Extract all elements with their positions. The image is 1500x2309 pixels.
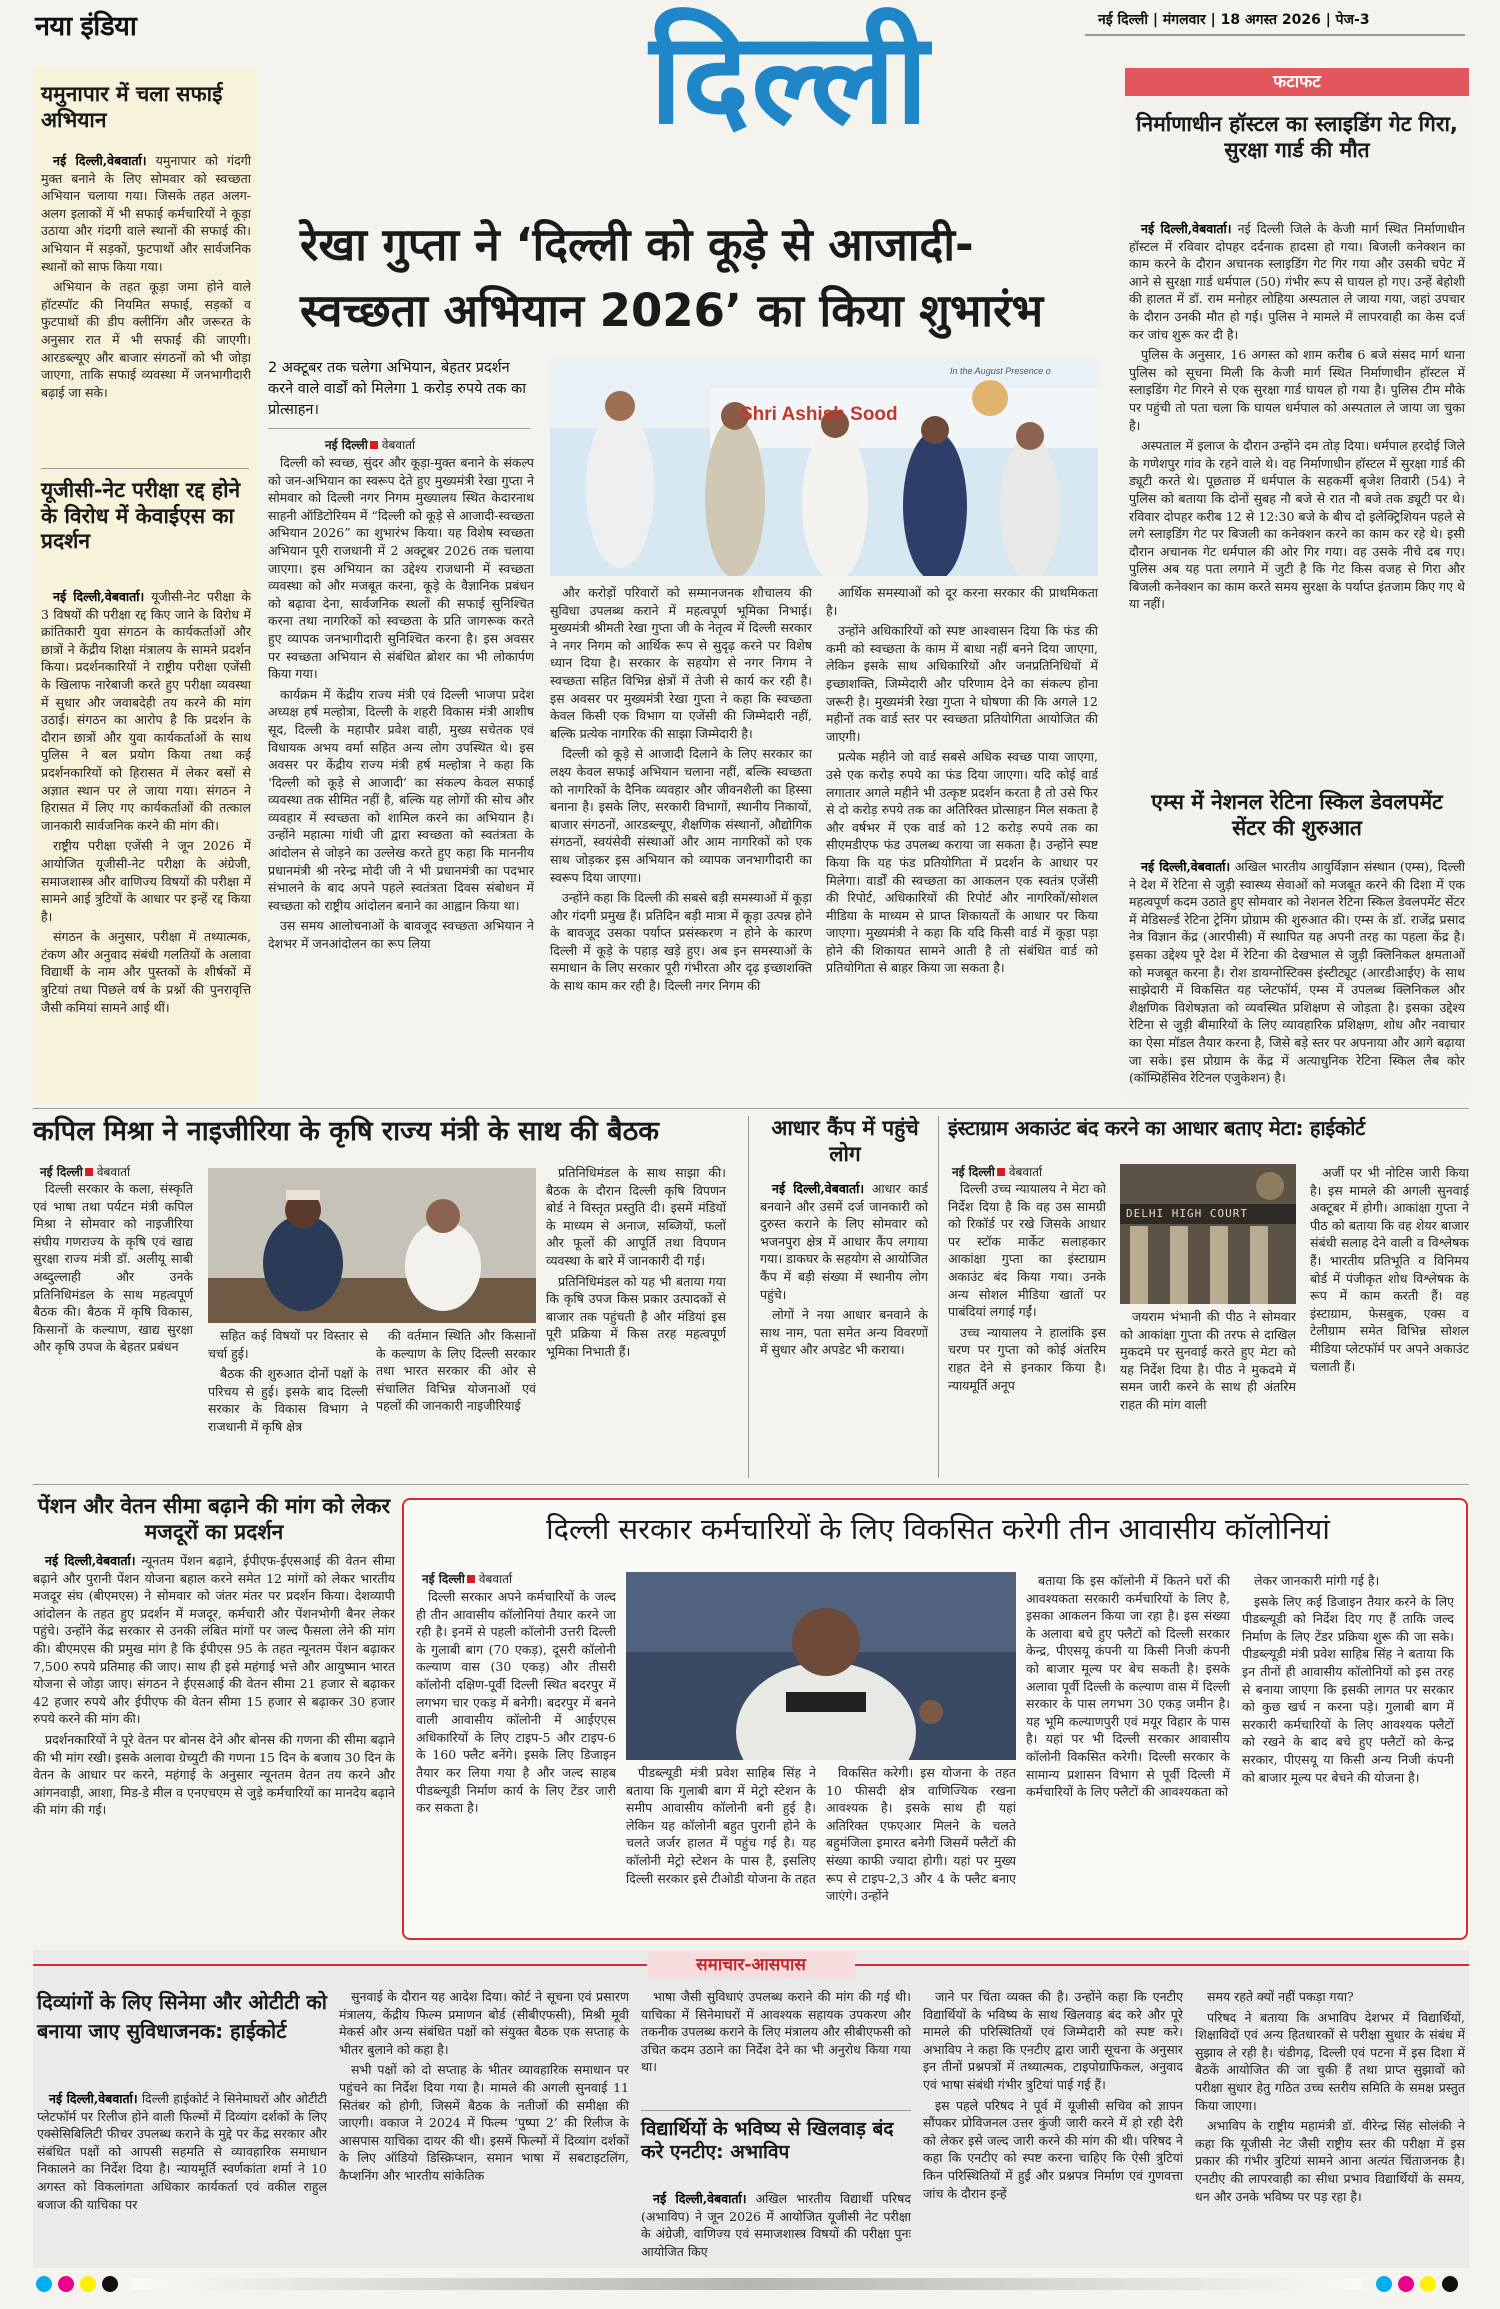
aadhaar-headline: आधार कैंप में पहुंचे लोग (771, 1116, 919, 1166)
color-swatch-icon (58, 2276, 74, 2292)
colonies-col-3: विकसित करेगी। इस योजना के तहत 10 फीसदी क्षेत्र वाणिज्यिक रखना आवश्यक है। इसके साथ ही यहां अतिरिक्त एफएआर मिलने के चलते बहुमंजिला इमारत बनेगी जिसमें फ्लैटों की संख्या काफी ज्यादा होगी। यहां पर मुख्य रूप से टाइप-2,3 और 4 के फ्लैट बनाए जाएंगे। उन्होंने (826, 1765, 1016, 1904)
story-body: नई दिल्ली,वेबवार्ता। अखिल भारतीय आयुर्विज्ञान संस्थान (एम्स), दिल्ली ने देश में रेटिना से जुड़ी स्वास्थ्य सेवाओं को मजबूत करने की दिशा में एक महत्वपूर्ण कदम उठाते हुए सोमवार को नेशनल रेटिना स्किल डेवलपमेंट सेंटर में मेडिसर्ल्ड रेटिना ट्रेनिंग प्रोग्राम की शुरुआत की। एम्स के डॉ. राजेंद्र प्रसाद नेत्र विज्ञान केंद्र (आरपीसी) में स्थापित यह अपनी तरह का पहला केंद्र है। इसका उद्देश्य पूरे देश में रेटिना की देखभाल से जुड़ी क्लिनिकल क्षमताओं को मजबूत करना है। रोश डायग्नोस्टिक्स इंस्टीट्यूट (आरडीआईए) के साथ साझेदारी में विकसित यह प्लेटफॉर्म, एम्स में उपलब्ध क्लिनिकल और शैक्षणिक विशेषज्ञता को व्यवस्थित प्रशिक्षण से जोड़ता है। इसका उद्देश्य रेटिना से जुड़ी बीमारियों के लिए व्यावहारिक प्रशिक्षण, शोध और नवाचार का ऐसा मॉडल तैयार करना है, जिसे बड़े स्तर पर अपनाया और आगे बढ़ाया जा सके। इस प्रोग्राम के केंद्र में अत्याधुनिक रेटिना स्किल लैब कोर (कॉम्प्रिहेंसिव रेटिनल एजुकेशन) है। (1129, 859, 1465, 1086)
kapil-meeting-photo (208, 1168, 536, 1323)
kapil-col-3: की वर्तमान स्थिति और किसानों के कल्याण के लिए दिल्ली सरकार तथा भारत सरकार की ओर से संचालित विभिन्न योजनाओं एवं पहलों की जानकारी नाइजीरियाई (376, 1328, 536, 1414)
red-square-icon (467, 1575, 475, 1583)
aaspaas-label: समाचार-आसपास (647, 1952, 855, 1978)
kapil-headline: कपिल मिश्रा ने नाइजीरिया के कृषि राज्य मंत्री के साथ की बैठक (33, 1116, 660, 1147)
story-body: भाषा जैसी सुविधाएं उपलब्ध कराने की मांग की गई थी। याचिका में सिनेमाघरों में आवश्यक सहायक उपकरण और तकनीक उपलब्ध कराने के लिए मंत्रालय और सीबीएफसी को उचित कदम उठाने का निर्देश देने का भी अनुरोध किया गया था। (641, 1989, 911, 2075)
lead-deck: 2 अक्टूबर तक चलेगा अभियान, बेहतर प्रदर्शन करने वाले वार्डों को मिलेगा 1 करोड़ रुपये तक का प्रोत्साहन। (268, 360, 527, 418)
kapil-col-4: प्रतिनिधिमंडल के साथ साझा की। बैठक के दौरान दिल्ली कृषि विपणन बोर्ड ने विस्तृत प्रस्तुति दी। इसमें मंडियों के माध्यम से अनाज, सब्जियों, फलों और फूलों की आपूर्ति तथा विपणन व्यवस्था के बारे में जानकारी दी गई। प्रतिनिधिमंडल को यह भी बताया गया कि कृषि उपज किस प्रकार उत्पादकों से बाजार तक पहुंचती है और मंडियां इस पूरी प्रक्रिया में किस तरह महत्वपूर्ण भूमिका निभाती हैं। (546, 1165, 726, 1359)
left-column (33, 68, 257, 1103)
red-square-icon (85, 1168, 93, 1176)
pension-story (33, 1490, 395, 1950)
story-headline: विद्यार्थियों के भविष्य से खिलवाड़ बंद करे एनटीए: अभाविप (641, 2118, 894, 2164)
color-swatch-icon (102, 2276, 118, 2292)
lead-col-1: दिल्ली को स्वच्छ, सुंदर और कूड़ा-मुक्त बनाने के संकल्प को जन-अभियान का स्वरूप देते हुए मुख्यमंत्री रेखा गुप्ता ने सोमवार को दिल्ली नगर निगम मुख्यालय स्थित केदारनाथ साहनी ऑडिटोरियम में “दिल्ली को कूड़े से आजादी-स्वच्छता अभियान 2026” का शुभारंभ किया। यह विशेष स्वच्छता अभियान पूरी राजधानी में 2 अक्टूबर 2026 तक चलाया जाएगा। इस अभियान का उद्देश्य राजधानी में स्वच्छता व्यवस्था को और मजबूत करना, कूड़े के वैज्ञानिक प्रबंधन को बढ़ावा देना, सार्वजनिक स्थलों की सफाई सुनिश्चित करना तथा नागरिकों को स्वच्छता के प्रति जागरूक करते हुए व्यापक जनभागीदारी सुनिश्चित करना है। इस अवसर पर स्वच्छता अभियान से संबंधित ब्रोशर का भी लोकार्पण किया गया। कार्यक्रम में केंद्रीय राज्य मंत्री एवं दिल्ली भाजपा प्रदेश अध्यक्ष हर्ष मल्होत्रा, दिल्ली के शहरी विकास मंत्री आशीष सूद, दिल्ली के महापौर प्रवेश वाही, मुख्य सचेतक एवं विधायक अभय वर्मा सहित अन्य लोग उपस्थित थे। इस अवसर पर केंद्रीय राज्य मंत्री हर्ष मल्होत्रा ने कहा कि ‘दिल्ली को कूड़े से आजादी’ का संकल्प केवल सफाई व्यवस्था तक सीमित नहीं है, बल्कि यह लोगों की सोच और व्यवहार में स्वच्छता को शामिल करने का अभियान है। उन्होंने महात्मा गांधी जी द्वारा स्वच्छता को स्वतंत्रता के आंदोलन से जोड़ने का उल्लेख करते हुए कहा कि माननीय प्रधानमंत्री श्री नरेन्द्र मोदी जी ने भी प्रधानमंत्री का पदभार संभालने के बाद अपने पहले स्वतंत्रता दिवस संबोधन में स्वच्छता को राष्ट्रीय आंदोलन बनाने का आह्वान किया था। उस समय आलोचनाओं के बावजूद स्वच्छता अभियान ने देशभर में जनआंदोलन का रूप लिया (268, 455, 534, 952)
color-swatch-icon (1442, 2276, 1458, 2292)
minister-photo (626, 1572, 1016, 1760)
story-headline: यमुनापार में चला सफाई अभियान (41, 82, 223, 132)
kapil-col-2: सहित कई विषयों पर विस्तार से चर्चा हुई। बैठक की शुरुआत दोनों पक्षों के परिचय से हुई। इसके बाद दिल्ली सरकार के विकास विभाग ने राजधानी में कृषि क्षेत्र (208, 1328, 368, 1434)
color-swatch-icon (1420, 2276, 1436, 2292)
colonies-col-2: पीडब्ल्यूडी मंत्री प्रवेश साहिब सिंह ने बताया कि गुलाबी बाग में मेट्रो स्टेशन के समीप आवासीय कॉलोनी बनी हुई है। लेकिन यह कॉलोनी बहुत पुरानी होने के चलते जर्जर हालत में पहुंच गई है। यह कॉलोनी मेट्रो स्टेशन के पास है, इसलिए दिल्ली सरकार इसे टीओडी योजना के तहत (626, 1765, 816, 1886)
insta-col-2: जयराम भंभानी की पीठ ने सोमवार को आकांक्षा गुप्ता की तरफ से दाखिल मुकदमे पर सुनवाई करते हुए मेटा को यह निर्देश दिया है। पीठ ने मुकदमे में समन जारी करने के साथ ही अंतरिम राहत की मांग वाली (1120, 1309, 1296, 1412)
story-body: नई दिल्ली,वेबवार्ता। न्यूनतम पेंशन बढ़ाने, ईपीएफ-ईएसआई की वेतन सीमा बढ़ाने और पुरानी पेंशन योजना बहाल करने समेत 12 मांगों को लेकर भारतीय मजदूर संघ (बीएमएस) ने सोमवार को जंतर मंतर पर प्रदर्शन किया। देशव्यापी आंदोलन के तहत हुए प्रदर्शन में मजदूर, कर्मचारी और पेंशनभोगी बैनर लेकर पहुंचे। उन्होंने केंद्र सरकार से उनकी लंबित मांगों पर जल्द फैसला लेने की मांग की। बीएमएस की प्रमुख मांग है कि ईपीएस 95 के तहत न्यूनतम पेंशन बढ़ाकर 7,500 रुपये प्रतिमाह की जाए। साथ ही इसे महंगाई भत्ते और आयुष्मान भारत योजना से जोड़ा जाए। संगठन ने ईएसआई की वेतन सीमा 21 हजार से बढ़ाकर 42 हजार रुपये और ईपीएफ की वेतन सीमा 15 हजार से बढ़ाकर 30 हजार रुपये करने की मांग की। प्रदर्शनकारियों ने पूरे वेतन पर बोनस देने और बोनस की गणना की सीमा बढ़ाने की भी मांग रखी। इसके अलावा ग्रेच्युटी की गणना 15 दिन के बजाय 30 दिन के वेतन के आधार पर करने, महंगाई के अनुसार न्यूनतम वेतन तय करने और आंगनवाड़ी, आशा, मिड-डे मील व एनएचएम से जुड़े कर्मचारियों का मानदेय बढ़ाने की मांग की गई। (33, 1553, 395, 1818)
section-title: दिल्ली (649, 5, 931, 152)
story-body: सुनवाई के दौरान यह आदेश दिया। कोर्ट ने सूचना एवं प्रसारण मंत्रालय, केंद्रीय फिल्म प्रमाणन बोर्ड (सीबीएफसी), मिश्री मूवी मेकर्स और अन्य संबंधित पक्षों को संयुक्त बैठक एक सप्ताह के भीतर बुलाने को कहा है। सभी पक्षों को दो सप्ताह के भीतर व्यावहारिक समाधान पर पहुंचने का निर्देश दिया गया है। मामले की अगली सुनवाई 11 सितंबर को होगी, जिसमें बैठक के नतीजों की समीक्षा की जाएगी। वकाज ने 2024 में फिल्म ‘पुष्पा 2’ की रिलीज के आसपास याचिका दायर की थी। इसमें फिल्मों में दिव्यांग दर्शकों के लिए ऑडियो डिस्क्रिप्शन, समान भाषा में सबटाइटलिंग, कैप्शनिंग और भारतीय सांकेतिक (339, 1989, 629, 2183)
red-square-icon (370, 441, 378, 449)
lead-col-3: आर्थिक समस्याओं को दूर करना सरकार की प्राथमिकता है। उन्होंने अधिकारियों को स्पष्ट आश्वासन दिया कि फंड की कमी को स्वच्छता के काम में बाधा नहीं बनने दिया जाएगा, लेकिन इसके साथ अधिकारियों और जनप्रतिनिधियों में इच्छाशक्ति, जिम्मेदारी और परिणाम देने का संकल्प होना जरूरी है। मुख्यमंत्री रेखा गुप्ता ने घोषणा की कि अगले 12 महीनों तक वार्ड स्तर पर स्वच्छता प्रतियोगिता आयोजित की जाएगी। प्रत्येक महीने जो वार्ड सबसे अधिक स्वच्छ पाया जाएगा, उसे एक करोड़ रुपये का फंड दिया जाएगा। यदि कोई वार्ड लगातार अगले महीने भी उत्कृष्ट प्रदर्शन करता है तो उसे फिर से दो करोड़ रुपये तक का अतिरिक्त प्रोत्साहन मिल सकता है और वर्षभर में एक वार्ड को 12 करोड़ रुपये तक का सीएमडीएफ फंड उपलब्ध कराया जा सकता है। उन्होंने स्पष्ट किया कि यह फंड प्रतियोगिता में प्रदर्शन के आधार पर मिलेगा। वार्डों की स्वच्छता का आकलन एक स्वतंत्र एजेंसी की रिपोर्ट, अधिकारियों की रिपोर्ट और नागरिकों/सोशल मीडिया के माध्यम से प्राप्त शिकायतों के आधार पर किया जाएगा। मुख्यमंत्री ने कहा कि यदि किसी वार्ड में कूड़ा पड़ा होने की शिकायत सामने आती है तो संबंधित वार्ड को प्रतियोगिता से बाहर किया जा सकता है। (826, 585, 1098, 976)
story-headline: एम्स में नेशनल रेटिना स्किल डेवलपमेंट सेंटर की शुरुआत (1151, 790, 1443, 840)
story-body: नई दिल्ली,वेबवार्ता। यमुनापार को गंदगी मुक्त बनाने के लिए सोमवार को स्वच्छता अभियान चलाया गया। जिसके तहत अलग-अलग इलाकों में भी सफाई कर्मचारियों ने कूड़ा उठाया और गंदगी वाले स्थानों की सफाई की। अभियान में सड़कों, फुटपाथों और सार्वजनिक स्थानों को साफ किया गया। अभियान के तहत कूड़ा जमा होने वाले हॉटस्पॉट की नियमित सफाई, सड़कों व फुटपाथों की डीप क्लीनिंग और जरूरत के अनुसार रात में भी सफाई की जाएगी। आरडब्ल्यूए और बाजार संगठनों को भी जोड़ा जाएगा, ताकि सफाई व्यवस्था में जनभागीदारी बढ़ाई जा सके। (41, 153, 251, 400)
aadhaar-body: नई दिल्ली,वेबवार्ता। आधार कार्ड बनवाने और उसमें दर्ज जानकारी को दुरुस्त कराने के लिए सोमवार को भजनपुरा क्षेत्र में आधार कैंप लगाया गया। डाकघर के सहयोग से आयोजित कैंप में बड़ी संख्या में स्थानीय लोग पहुंचे। लोगों ने नया आधार बनवाने के साथ नाम, पता समेत अन्य विवरणों में सुधार और अपडेट भी कराया। (760, 1181, 928, 1358)
event-photo-illustration (550, 358, 1098, 576)
color-swatch-icon (1376, 2276, 1392, 2292)
lead-photo (550, 358, 1098, 576)
story-headline: निर्माणाधीन हॉस्टल का स्लाइडिंग गेट गिरा, सुरक्षा गार्ड की मौत (1136, 112, 1458, 162)
lead-headline: रेखा गुप्ता ने ‘दिल्ली को कूड़े से आजादी- स्वच्छता अभियान 2026’ का किया शुभारंभ (300, 218, 1044, 337)
lead-col-2: और करोड़ों परिवारों को सम्मानजनक शौचालय की सुविधा उपलब्ध कराने में महत्वपूर्ण भूमिका निभाई। मुख्यमंत्री श्रीमती रेखा गुप्ता जी के नेतृत्व में दिल्ली सरकार ने नगर निगम को आर्थिक रूप से सुदृढ़ करने पर विशेष ध्यान दिया है। सरकार के सहयोग से नगर निगम ने स्वच्छता सहित विभिन्न क्षेत्रों में तेजी से कार्य कर रही है। इस अवसर पर मुख्यमंत्री रेखा गुप्ता ने कहा कि स्वच्छता केवल किसी एक विभाग या एजेंसी की जिम्मेदारी नहीं, बल्कि प्रत्येक नागरिक की साझा जिम्मेदारी है। दिल्ली को कूड़े से आजादी दिलाने के लिए सरकार का लक्ष्य केवल सफाई अभियान चलाना नहीं, बल्कि स्वच्छता को नागरिकों के दैनिक व्यवहार और जीवनशैली का हिस्सा बनाना है। इसके लिए, सरकारी विभागों, स्थानीय निकायों, बाजार संगठनों, आरडब्ल्यूए, शैक्षणिक संस्थानों, औद्योगिक संगठनों, स्वयंसेवी संस्थाओं और आम नागरिकों को एक साथ जोड़कर इस अभियान को व्यापक जनभागीदारी का स्वरूप दिया जाएगा। उन्होंने कहा कि दिल्ली की सबसे बड़ी समस्याओं में कूड़ा और गंदगी प्रमुख हैं। प्रतिदिन बड़ी मात्रा में कूड़ा उत्पन्न होने के बावजूद उसका पर्याप्त प्रसंस्करण न होने के कारण दिल्ली में कूड़े के पहाड़ खड़े हुए। अब इन समस्याओं के समाधान के लिए सरकार पूरी गंभीरता और दृढ़ इच्छाशक्ति के साथ काम कर रही है। दिल्ली नगर निगम की (550, 585, 812, 994)
photo-banner-sub: In the August Presence o (950, 366, 1051, 376)
insta-byline: नई दिल्ली वेबवार्ता (952, 1165, 1043, 1179)
court-sign-text: DELHI HIGH COURT (1126, 1207, 1248, 1220)
color-swatch-icon (80, 2276, 96, 2292)
story-body: जाने पर चिंता व्यक्त की है। उन्होंने कहा कि एनटीए विद्यार्थियों के भविष्य के साथ खिलवाड़ बंद करे और पूरे मामले की परिस्थितियों एवं जिम्मेदारी को स्पष्ट करे। अभाविप ने कहा कि एनटीए द्वारा जारी सूचना के अनुसार इन तीनों प्रश्नपत्रों में तथ्यात्मक, टाइपोग्राफिकल, अनुवाद एवं भाषा संबंधी गंभीर त्रुटियां पाई गई हैं। इस पहले परिषद ने पूर्व में यूजीसी सचिव को ज्ञापन सौंपकर प्रोविजनल उत्तर कुंजी जारी करने में हो रही देरी को लेकर इसे जल्द जारी करने की मांग की थी। परिषद ने कहा कि एनटीए को स्पष्ट करना चाहिए कि ऐसी त्रुटियां किन परिस्थितियों में हुईं और प्रश्नपत्र निर्माण एवं गुणवत्ता जांच के दौरान इन्हें (923, 1989, 1183, 2201)
photo-banner-text: Shri Ashish Sood (740, 404, 898, 425)
story-body: नई दिल्ली,वेबवार्ता। अखिल भारतीय विद्यार्थी परिषद (अभाविप) ने जून 2026 में आयोजित यूजीसी नेट परीक्षा के अंग्रेजी, वाणिज्य एवं समाजशास्त्र विषयों की परीक्षा पुनः आयोजित किए (641, 2191, 911, 2259)
registration-gradient (132, 2278, 1362, 2290)
story-headline: पेंशन और वेतन सीमा बढ़ाने की मांग को लेकर मजदूरों का प्रदर्शन (37, 1494, 391, 1544)
kapil-col-1: दिल्ली सरकार के कला, संस्कृति एवं भाषा तथा पर्यटन मंत्री कपिल मिश्रा ने सोमवार को नाइजीरिया संघीय गणराज्य के कृषि एवं खाद्य सुरक्षा राज्य मंत्री डॉ. अलीयू साबी अब्दुल्लाही और उनके प्रतिनिधिमंडल के साथ महत्वपूर्ण बैठक की। बैठक में कृषि विकास, किसानों के कल्याण, खाद्य सुरक्षा और कृषि उपज के बेहतर प्रबंधन (33, 1181, 193, 1355)
lead-byline: नई दिल्ली वेबवार्ता (325, 438, 416, 452)
story-body: समय रहते क्यों नहीं पकड़ा गया? परिषद ने बताया कि अभाविप देशभर में विद्यार्थियों, शिक्षाविदों एवं अन्य हितधारकों से परीक्षा सुधार के संबंध में सुझाव ले रही है। चंडीगढ़, दिल्ली एवं पटना में इस दिशा में बैठकें आयोजित की जा चुकी हैं तथा प्राप्त सुझावों को परीक्षा सुधार हेतु गठित उच्च स्तरीय समिति के समक्ष प्रस्तुत किया जाएगा। अभाविप के राष्ट्रीय महामंत्री डॉ. वीरेन्द्र सिंह सोलंकी ने कहा कि यूजीसी नेट जैसी राष्ट्रीय स्तर की परीक्षा में इस प्रकार की गंभीर त्रुटियां सामने आना अत्यंत चिंताजनक है। एनटीए की लापरवाही का सीधा प्रभाव विद्यार्थियों के समय, धन और उनके भविष्य पर पड़ रहा है। (1195, 1989, 1465, 2204)
colonies-box (402, 1498, 1468, 1940)
insta-col-3: अर्जी पर भी नोटिस जारी किया है। इस मामले की अगली सुनवाई अक्टूबर में होगी। आकांक्षा गुप्ता ने पीठ को बताया कि वह शेयर बाजार संबंधी सलाह देने वाली व विश्लेषक हैं। भारतीय प्रतिभूति व विनिमय बोर्ड में पंजीकृत शोध विश्लेषक के रूप में काम करती हैं। वह इंस्टाग्राम, फेसबुक, एक्स व टेलीग्राम समेत विभिन्न सोशल मीडिया प्लेटफॉर्म पर अपने अकाउंट चलाती हैं। (1310, 1165, 1469, 1374)
insta-headline: इंस्टाग्राम अकाउंट बंद करने का आधार बताए मेटा: हाईकोर्ट (948, 1116, 1365, 1140)
colonies-col-5: लेकर जानकारी मांगी गई है। इसके लिए कई डिजाइन तैयार करने के लिए पीडब्ल्यूडी को निर्देश दिए गए हैं ताकि जल्द निर्माण के लिए टेंडर प्रक्रिया शुरू की जा सके। पीडब्ल्यूडी मंत्री प्रवेश साहिब सिंह ने बताया कि इन तीनों ही आवासीय कॉलोनियों को इस तरह से बनाया जाएगा कि इसकी लागत पर सरकार को कुछ खर्च न करना पड़े। गुलाबी बाग में सरकारी कर्मचारियों के लिए आवश्यक फ्लैटों को रखने के बाद बचे हुए फ्लैटों को केन्द्र सरकार, पीएसयू या किसी अन्य निजी कंपनी को बाजार मूल्य पर बेचने की योजना है। (1242, 1573, 1454, 1785)
color-swatch-icon (36, 2276, 52, 2292)
colonies-headline: दिल्ली सरकार कर्मचारियों के लिए विकसित करेगी तीन आवासीय कॉलोनियां (546, 1512, 1330, 1546)
story-headline: दिव्यांगों के लिए सिनेमा और ओटीटी को बनाया जाए सुविधाजनक: हाईकोर्ट (37, 1990, 327, 2043)
paper-name: नया इंडिया (35, 11, 137, 42)
fatafat-label: फटाफट (1125, 68, 1469, 96)
delhi-high-court-photo (1120, 1164, 1296, 1304)
aaspaas-section (33, 1950, 1469, 2268)
date-line: नई दिल्ली | मंगलवार | 18 अगस्त 2026 | पेज-3 (1098, 12, 1370, 28)
kapil-byline: नई दिल्ली वेबवार्ता (40, 1165, 131, 1179)
colonies-col-1: दिल्ली सरकार अपने कर्मचारियों के जल्द ही तीन आवासीय कॉलोनियां तैयार करने जा रही है। इनमें से पहली कॉलोनी उत्तरी दिल्ली के गुलाबी बाग (70 एकड़), दूसरी कॉलोनी कल्याण वास (30 एकड़) और तीसरी कॉलोनी दक्षिण-पूर्वी दिल्ली स्थित बदरपुर में लगभग चार एकड़ में बनेगी। बदरपुर में बनने वाली आवासीय कॉलोनी में आईएएस अधिकारियों के लिए टाइप-5 और टाइप-6 के 160 फ्लैट बनेंगे। इसके लिए डिजाइन तैयार कर लिया गया है और जल्द साहब पीडब्ल्यूडी निर्माण कार्य के लिए टेंडर जारी कर सकता है। (416, 1589, 616, 1816)
story-body: नई दिल्ली,वेबवार्ता। दिल्ली हाईकोर्ट ने सिनेमाघरों और ओटीटी प्लेटफॉर्म पर रिलीज होने वाली फिल्मों में दिव्यांग दर्शकों के लिए एक्सेसिबिलिटी फीचर उपलब्ध कराने के मुद्दे पर केंद्र सरकार और संबंधित पक्षों को आपसी सहमति से व्यावहारिक समाधान निकालने का निर्देश दिया है। न्यायमूर्ति स्वर्णकांता शर्मा ने 10 अगस्त को विकलांगता अधिकार कार्यकर्ता एवं वकील राहुल बजाज की याचिका पर (37, 2091, 327, 2212)
story-body: नई दिल्ली,वेबवार्ता। नई दिल्ली जिले के केजी मार्ग स्थित निर्माणाधीन हॉस्टल में रविवार दोपहर दर्दनाक हादसा हो गया। बिजली कनेक्शन का काम करने के दौरान अचानक स्लाइडिंग गेट गिर गया और उसकी चपेट में आने से सुरक्षा गार्ड धर्मपाल (50) गंभीर रूप से घायल हो गए। उन्हें बेहोशी की हालत में डॉ. राम मनोहर लोहिया अस्पताल ले जाया गया, जहां उपचार के दौरान उनकी मौत हो गई। पुलिस ने मामले में लापरवाही का केस दर्ज कर जांच शुरू कर दी है। पुलिस के अनुसार, 16 अगस्त को शाम करीब 6 बजे संसद मार्ग थाना पुलिस को सूचना मिली कि केजी मार्ग स्थित निर्माणाधीन हॉस्टल में स्लाइडिंग गेट गिरने से एक सुरक्षा गार्ड घायल हो गया है। पुलिस टीम मौके पर पहुंची तो पता चला कि घायल धर्मपाल को अस्पताल ले जाया जा चुका है। अस्पताल में इलाज के दौरान उन्होंने दम तोड़ दिया। धर्मपाल हरदोई जिले के गणेशपुर गांव के रहने वाले थे। वह निर्माणाधीन हॉस्टल में सुरक्षा गार्ड की ड्यूटी करते थे। पूछताछ में धर्मपाल के सहकर्मी बृजेश तिवारी (54) ने पुलिस को बताया कि दोनों सुबह नौ बजे से रात नौ बजे तक ड्यूटी पर थे। रविवार दोपहर करीब 12 से 12:30 बजे के बीच दो इलेक्ट्रिशियन पहले से लगे स्लाइडिंग गेट पर बिजली का कनेक्शन करने का काम कर रहे थे। इसी दौरान अचानक गेट धर्मपाल की ओर गिर गया। वह उसके नीचे दब गए। पुलिस अब यह पता लगाने में जुटी है कि गेट किस वजह से गिरा और बिजली कनेक्शन का काम करते समय सुरक्षा के पर्याप्त इंतजाम किए गए थे या नहीं। (1129, 221, 1465, 612)
color-swatch-icon (1398, 2276, 1414, 2292)
insta-col-1: दिल्ली उच्च न्यायालय ने मेटा को निर्देश दिया है कि वह उस सामग्री को रिकॉर्ड पर रखे जिसके आधार पर स्टॉक मार्केट सलाहकार आकांक्षा गुप्ता का इंस्टाग्राम अकाउंट बंद किया गया। उनके अन्य सोशल मीडिया खातों पर पाबंदियां लगाई गईं। उच्च न्यायालय ने हालांकि इस चरण पर गुप्ता को कोई अंतरिम राहत देने से इनकार किया है। न्यायमूर्ति अनूप (948, 1181, 1106, 1393)
colonies-col-4: बताया कि इस कॉलोनी में कितने घरों की आवश्यकता सरकारी कर्मचारियों के लिए है, इसका आकलन किया जा रहा है। इस संख्या के अलावा बचे हुए फ्लैटों को दिल्ली सरकार केन्द्र, पीएसयू कंपनी या किसी निजी कंपनी को बाजार मूल्य पर बेच सकती है। इसके अलावा पूर्वी दिल्ली के कल्याण वास में दिल्ली सरकार के पास लगभग 30 एकड़ जमीन है। यह भूमि कल्याणपुरी एवं मयूर विहार के पास है। यहां पर भी दिल्ली सरकार आवासीय कॉलोनी विकसित करेगी। दिल्ली सरकार के सामान्य प्रशासन विभाग से पूर्वी दिल्ली में कर्मचारियों के लिए फ्लैटों की आवश्यकता को (1026, 1573, 1230, 1800)
story-headline: यूजीसी-नेट परीक्षा रद्द होने के विरोध में केवाईएस का प्रदर्शन (41, 478, 241, 554)
fatafat-column (1125, 68, 1469, 1103)
colonies-byline: नई दिल्ली वेबवार्ता (422, 1572, 513, 1586)
red-square-icon (997, 1168, 1005, 1176)
story-body: नई दिल्ली,वेबवार्ता। यूजीसी-नेट परीक्षा के 3 विषयों की परीक्षा रद्द किए जाने के विरोध में क्रांतिकारी युवा संगठन के कार्यकर्ताओं और छात्रों ने केंद्रीय शिक्षा मंत्रालय के सामने प्रदर्शन किया। प्रदर्शनकारियों ने राष्ट्रीय परीक्षा एजेंसी के खिलाफ नारेबाजी करते हुए परीक्षा व्यवस्था में सुधार और जवाबदेही तय करने की मांग उठाई। संगठन का आरोप है कि प्रदर्शन के दौरान छात्रों और युवा कार्यकर्ताओं के साथ पुलिस ने बल प्रयोग किया तथा कई प्रदर्शनकारियों को हिरासत में लेकर बसों से अज्ञात स्थान पर ले जाया गया। संगठन ने हिरासत में लिए गए कार्यकर्ताओं की तत्काल जानकारी सार्वजनिक करने की मांग की। राष्ट्रीय परीक्षा एजेंसी ने जून 2026 में आयोजित यूजीसी-नेट परीक्षा के अंग्रेजी, समाजशास्त्र और वाणिज्य विषयों की परीक्षा में सामने आई त्रुटियों के आधार पर इन्हें रद्द किया है। संगठन के अनुसार, परीक्षा में तथ्यात्मक, टंकण और अनुवाद संबंधी गलतियों के अलावा विद्यार्थी के नाम और पुस्तकों के शीर्षकों में त्रुटियां तथा पिछले वर्ष के प्रश्नों की पुनरावृत्ति जैसी कमियां सामने आई थीं। (41, 589, 251, 1015)
registration-marks-left (36, 2276, 124, 2296)
registration-marks-right (1376, 2276, 1464, 2296)
